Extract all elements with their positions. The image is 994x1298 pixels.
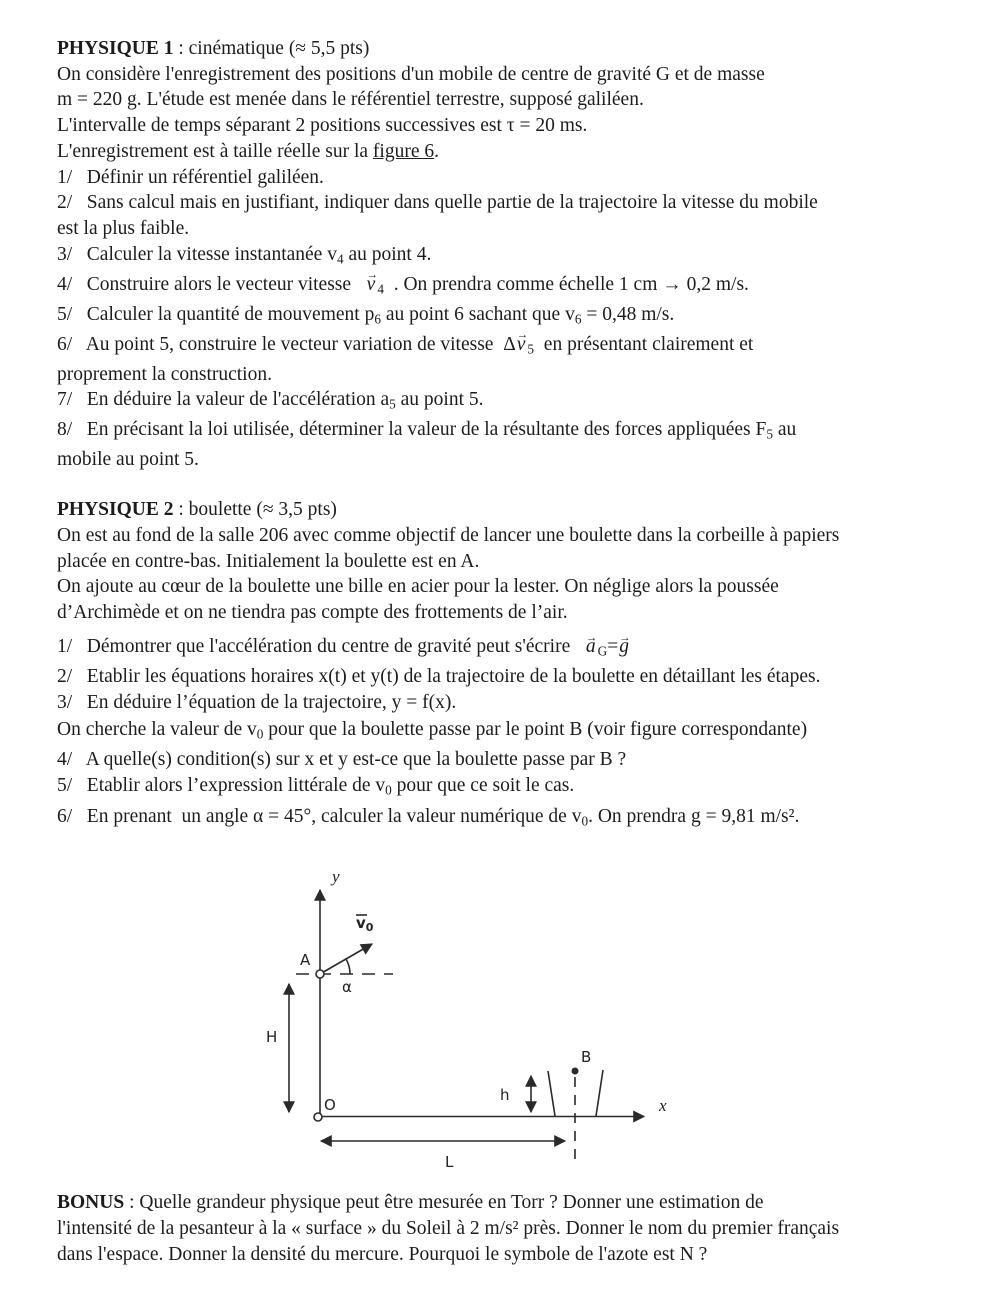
text-run: 6/ En prenant un angle α = 45°, calculer la valeur numérique de v: [57, 805, 582, 827]
text-line: [57, 1216, 956, 1242]
point-b-marker: [572, 1068, 579, 1075]
text-line: [57, 216, 956, 242]
alpha-label: α: [342, 978, 352, 997]
text-line: [57, 1242, 956, 1268]
text-run: 4/ Construire alors le vecteur vitesse: [57, 273, 366, 295]
basket-left-wall: [548, 1071, 555, 1116]
origin-label: O: [324, 1096, 336, 1115]
text-run: d’Archimède et on ne tiendra pas compte des frottements de l’air.: [57, 601, 568, 623]
point-b-label: B: [581, 1048, 592, 1067]
text-run: PHYSIQUE 1: [57, 38, 174, 59]
figure-projectile-diagram: [260, 864, 680, 1174]
text-run: On considère l'enregistrement des positions d'un mobile de centre de gravité G et de masse: [57, 63, 765, 85]
projectile-figure-svg: [260, 864, 680, 1174]
angle-arc: [346, 959, 350, 974]
text-line: [57, 417, 956, 447]
text-line: [57, 387, 956, 417]
text-run: v →: [516, 332, 528, 358]
text-run: 1/ Démontrer que l'accélération du centre de gravité peut s'écrire: [57, 635, 585, 657]
text-run: 5/ Etablir alors l’expression littérale de v: [57, 775, 386, 797]
text-line: [57, 332, 956, 362]
text-line: [57, 717, 956, 748]
text-run: mobile au point 5.: [57, 449, 199, 471]
text-line: [57, 549, 956, 575]
text-run: : cinématique (≈ 5,5 pts): [173, 38, 370, 59]
v0-label-sub: 0: [365, 921, 374, 935]
text-run: 1/ Définir un référentiel galiléen.: [57, 166, 324, 188]
text-run: dans l'espace. Donner la densité du mercure. Pourquoi le symbole de l'azote est N ?: [57, 1243, 708, 1265]
v0-label-main: v: [356, 914, 366, 933]
section-physique-2-questions: [57, 634, 956, 835]
text-run: g →: [618, 634, 631, 660]
text-line: [57, 664, 956, 690]
section-physique-2: [57, 497, 956, 626]
text-line: [57, 690, 956, 716]
y-axis-label: y: [332, 867, 340, 887]
text-line: [57, 272, 956, 302]
text-run: 7/ En déduire la valeur de l'accélération a: [57, 389, 390, 411]
text-run: m = 220 g. L'étude est menée dans le référentiel terrestre, supposé galiléen.: [57, 89, 644, 111]
text-line: [57, 523, 956, 549]
text-run: a →: [585, 634, 598, 660]
basket-right-wall: [596, 1070, 603, 1116]
text-line: [57, 36, 956, 62]
text-run: placée en contre-bas. Initialement la boulette est en A.: [57, 550, 480, 572]
text-line: [57, 634, 956, 665]
text-line: [57, 242, 956, 272]
text-run: 4: [336, 250, 344, 266]
text-run: au point 4.: [343, 243, 432, 265]
text-run: figure 6: [372, 140, 435, 162]
text-line: [57, 139, 956, 165]
text-line: [57, 1190, 956, 1216]
text-run: 0: [385, 782, 392, 798]
text-line: [57, 447, 956, 473]
text-run: L'enregistrement est à taille réelle sur la: [57, 140, 373, 162]
text-run: 6/ Au point 5, construire le vecteur variation de vitesse Δ: [57, 333, 516, 355]
text-line: [57, 113, 956, 139]
text-run: en présentant clairement et: [534, 333, 754, 355]
text-line: [57, 574, 956, 600]
text-run: au point 5.: [395, 389, 484, 411]
point-a-marker: [316, 970, 324, 978]
text-run: = 0,48 m/s.: [581, 303, 675, 325]
text-line: [57, 190, 956, 216]
text-run: 5: [766, 426, 773, 442]
text-line: [57, 165, 956, 191]
text-run: 3/ En déduire l’équation de la trajectoire, y = f(x).: [57, 692, 457, 714]
text-run: L'intervalle de temps séparant 2 positions successives est τ = 20 ms.: [57, 115, 588, 137]
text-line: [57, 87, 956, 113]
text-run: 0: [256, 725, 264, 741]
text-run: =: [607, 635, 619, 657]
length-L-label: L: [445, 1153, 454, 1172]
text-line: [57, 600, 956, 626]
section-physique-1: [57, 36, 956, 473]
text-run: .: [434, 140, 439, 162]
text-run: On cherche la valeur de v: [57, 718, 257, 740]
text-line: [57, 62, 956, 88]
point-a-label: A: [300, 951, 311, 970]
text-run: : boulette (≈ 3,5 pts): [173, 499, 337, 521]
text-run: pour que la boulette passe par le point B (voir figure correspondante): [263, 718, 808, 740]
text-run: . On prendra g = 9,81 m/s².: [588, 805, 800, 827]
basket-h-label: h: [500, 1086, 510, 1105]
text-run: 4: [377, 280, 384, 296]
text-run: 6: [374, 310, 381, 326]
text-run: : Quelle grandeur physique peut être mesurée en Torr ? Donner une estimation de: [124, 1192, 764, 1214]
text-run: au point 6 sachant que v: [380, 303, 575, 325]
text-run: 5: [527, 340, 535, 356]
text-run: proprement la construction.: [57, 363, 272, 385]
text-run: 4/ A quelle(s) condition(s) sur x et y est-ce que la boulette passe par B ?: [57, 749, 627, 771]
text-run: 8/ En précisant la loi utilisée, déterminer la valeur de la résultante des forces appliquées F: [57, 419, 767, 441]
text-run: G: [597, 642, 608, 658]
text-run: PHYSIQUE 2: [57, 499, 174, 521]
v0-label: [356, 914, 374, 934]
text-run: au: [772, 419, 797, 441]
text-run: 5/ Calculer la quantité de mouvement p: [57, 303, 375, 325]
text-line: [57, 362, 956, 388]
text-run: v →: [366, 272, 378, 298]
text-run: 6: [574, 310, 582, 326]
text-run: est la plus faible.: [57, 217, 190, 239]
text-run: 2/ Etablir les équations horaires x(t) et y(t) de la trajectoire de la boulette en détaillant les étapes.: [57, 666, 821, 688]
text-run: . On prendra comme échelle 1 cm → 0,2 m/s.: [383, 273, 749, 295]
text-line: [57, 747, 956, 773]
text-run: 2/ Sans calcul mais en justifiant, indiquer dans quelle partie de la trajectoire la vitesse du mobile: [57, 192, 818, 214]
text-line: [57, 773, 956, 804]
text-line: [57, 497, 956, 523]
text-run: On est au fond de la salle 206 avec comme objectif de lancer une boulette dans la corbeille à papiers: [57, 524, 840, 546]
text-run: 3/ Calculer la vitesse instantanée v: [57, 243, 337, 265]
text-run: pour que ce soit le cas.: [391, 775, 575, 797]
text-line: [57, 302, 956, 332]
x-axis-label: x: [659, 1096, 667, 1116]
text-run: 5: [389, 396, 396, 412]
origin-marker: [314, 1113, 322, 1121]
height-H-label: H: [266, 1028, 278, 1047]
text-run: On ajoute au cœur de la boulette une bille en acier pour la lester. On néglige alors la poussée: [57, 576, 779, 598]
text-run: l'intensité de la pesanteur à la « surface » du Soleil à 2 m/s² près. Donner le nom du premier français: [57, 1218, 840, 1240]
text-run: 0: [581, 813, 589, 829]
text-line: [57, 804, 956, 835]
section-bonus: [57, 1190, 956, 1267]
text-run: BONUS: [57, 1192, 125, 1214]
